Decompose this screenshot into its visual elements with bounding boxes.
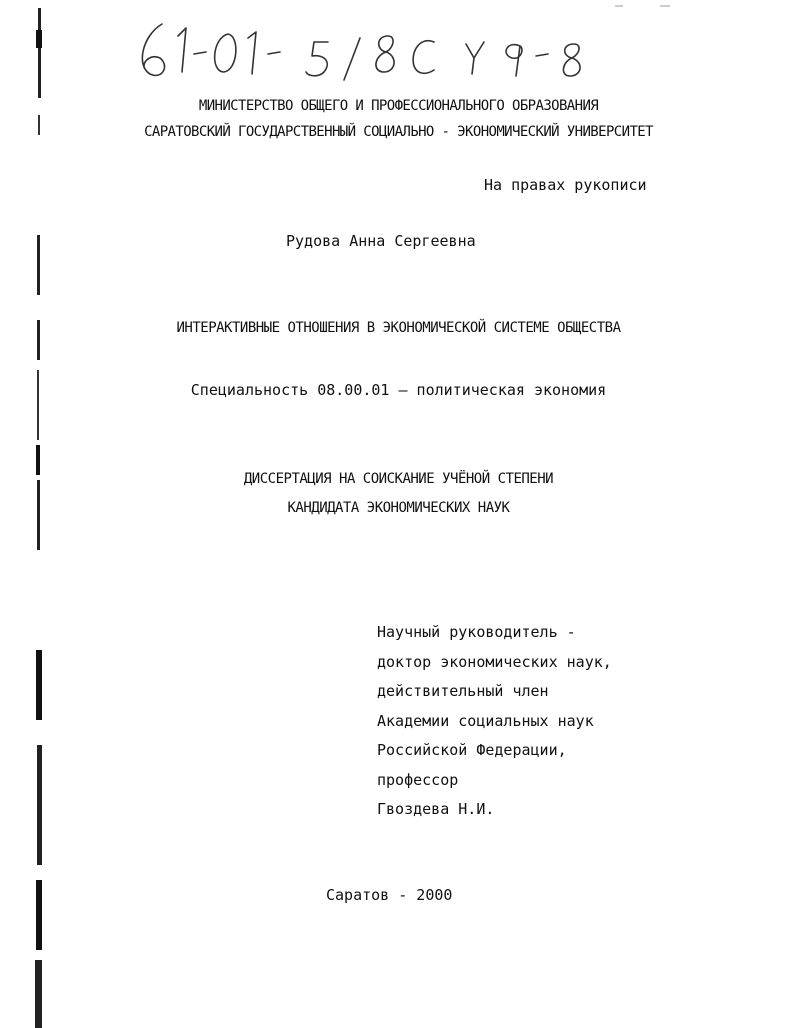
advisor-line: Научный руководитель - <box>377 623 576 641</box>
advisor-block <box>377 618 612 825</box>
advisor-name: Гвоздева Н.И. <box>377 800 495 818</box>
dissertation-title: ИНТЕРАКТИВНЫЕ ОТНОШЕНИЯ В ЭКОНОМИЧЕСКОЙ СИСТЕМЕ ОБЩЕСТВА <box>176 320 621 336</box>
advisor-line: действительный член <box>377 682 549 700</box>
advisor-line: Академии социальных наук <box>377 711 594 730</box>
advisor-line: профессор <box>377 770 459 789</box>
scan-top-marks <box>615 4 675 10</box>
degree-line-1: ДИССЕРТАЦИЯ НА СОИСКАНИЕ УЧЁНОЙ СТЕПЕНИ <box>243 471 554 487</box>
handwritten-archive-code <box>128 14 628 94</box>
advisor-line: Российской Федерации, <box>377 741 567 759</box>
university-heading: САРАТОВСКИЙ ГОСУДАРСТВЕННЫЙ СОЦИАЛЬНО - ЭКОНОМИЧЕСКИЙ УНИВЕРСИТЕТ <box>144 124 653 140</box>
ministry-heading: МИНИСТЕРСТВО ОБЩЕГО И ПРОФЕССИОНАЛЬНОГО ОБРАЗОВАНИЯ <box>198 98 599 114</box>
advisor-line: доктор экономических наук, <box>377 652 612 671</box>
specialty-line: Специальность 08.00.01 — политическая экономия <box>190 381 607 399</box>
manuscript-rights-note: На правах рукописи <box>484 176 647 194</box>
city-year: Саратов - 2000 <box>326 886 453 904</box>
author-name: Рудова Анна Сергеевна <box>286 232 476 250</box>
degree-line-2: КАНДИДАТА ЭКОНОМИЧЕСКИХ НАУК <box>287 500 510 516</box>
